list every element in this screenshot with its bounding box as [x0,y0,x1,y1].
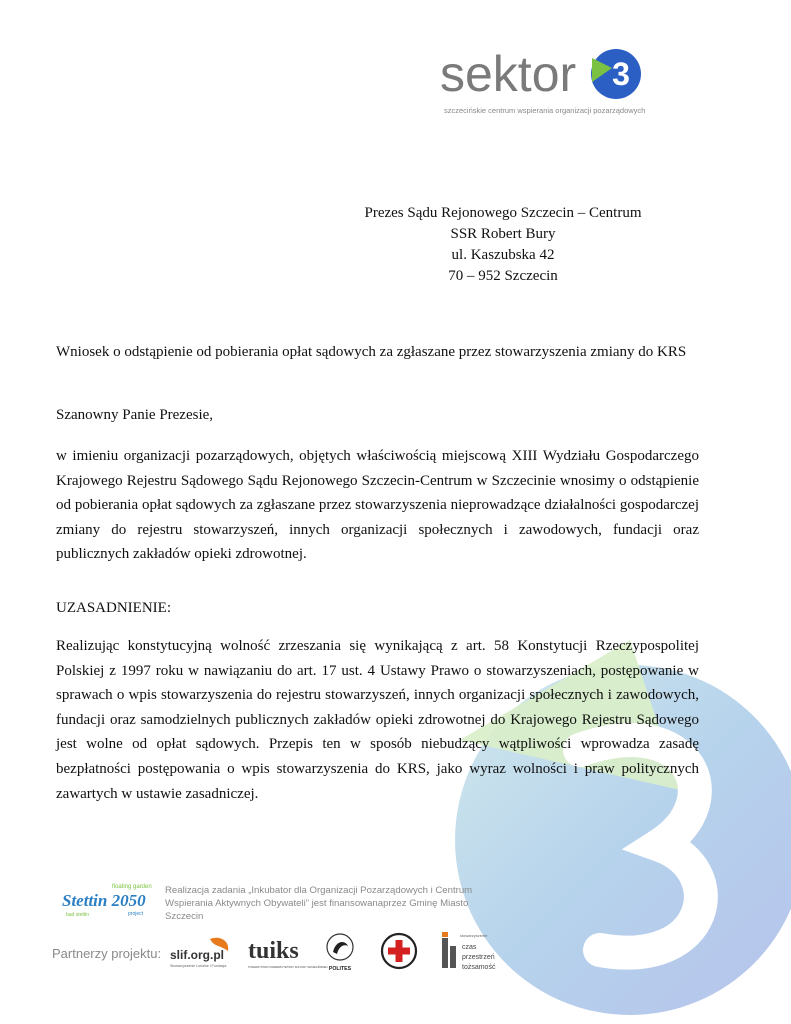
czas-line1: czas [462,944,477,951]
logo-emblem [590,48,642,100]
sektor3-logo [440,44,660,119]
logo-word: sektor [440,46,577,102]
letter-paragraph: Realizując konstytucyjną wolność zrzeszania się wynikającą z art. 58 Konstytucji Rzeczypospolitej Polskiej z 1997 roku w nawiązaniu do art. 17 ust. 4 Ustawy Prawo o stowarzyszeniach, postępowanie w sprawach o wpis stowarzyszenia do rejestru stowarzyszeń, innych organizacji społecznych i zawodowych, fundacji oraz samodzielnych publicznych zakładów opieki zdrowotnej do Krajowego Rejestru Sądowego jest wolne od opłat sądowych. Przepis ten w sposób niebudzący wątpliwości wprowadza zasadę bezpłatności postępowania o wpis stowarzyszenia do KRS, jako wyraz wolności i praw politycznych zawartych w ustawie zasadniczej. [56,638,699,802]
tuiks-logo [246,932,328,974]
addressee-line: SSR Robert Bury [450,226,556,242]
czas-caption: stowarzyszenie [460,933,488,938]
letter-salutation: Szanowny Panie Prezesie, [56,407,214,423]
slif-name: slif.org.pl [170,948,224,962]
stettin-side-text: bad stettin [66,912,90,918]
slif-subtitle: Stowarzyszenie Lokalne i Fundacja [170,964,227,968]
slif-logo [170,935,234,971]
czas-line2: przestrzeń [462,954,495,961]
tuiks-subtitle: TOWARZYSTWO UNIWERSYTETÓW I KULTURY SZCZECIŃSKIEJ [248,966,328,969]
stettin-top-text: floating garden [112,884,152,890]
czas-line3: tożsamość [462,964,496,971]
logo-digit: 3 [612,56,630,92]
tuiks-name: tuiks [248,938,299,964]
polites-name: POLITES [328,966,352,972]
stettin-2050-logo [60,880,152,920]
addressee-line: 70 – 952 Szczecin [448,268,558,284]
addressee-line: Prezes Sądu Rejonowego Szczecin – Centrum [364,205,642,221]
section-heading: UZASADNIENIE: [56,600,171,616]
czas-logo [440,932,510,974]
addressee-line: ul. Kaszubska 42 [451,247,555,263]
letter-subject: Wniosek o odstąpienie od pobierania opłat sądowych za zgłaszane przez stowarzyszenia zmiany do KRS [56,344,687,360]
addressee-block [330,203,676,287]
stettin-main-text: Stettin 2050 [62,891,146,910]
logo-tagline: szczecińskie centrum wspierania organizacji pozarządowych [444,106,646,115]
polites-logo [323,932,357,974]
partners-label: Partnerzy projektu: [52,946,162,961]
stettin-tag: project [128,911,144,917]
funding-note: Realizacja zadania „Inkubator dla Organizacji Pozarządowych i Centrum Wspierania Aktywnych Obywateli” jest finansowanaprzez Gminę Miasto Szczecin [165,885,473,922]
red-cross-logo [380,932,418,970]
letter-paragraph: w imieniu organizacji pozarządowych, objętych właściwością miejscową XIII Wydziału Gospodarczego Krajowego Rejestru Sądowego Sądu Rejonowego Szczecin-Centrum w Szczecinie wnosimy o odstąpienie od pobierania opłat sądowych za zgłaszane przez stowarzyszenia nieprowadzące działalności gospodarczej zmiany do rejestru stowarzyszeń, innych organizacji społecznych i zawodowych, fundacji oraz publicznych zakładów opieki zdrowotnej. [56,448,699,563]
